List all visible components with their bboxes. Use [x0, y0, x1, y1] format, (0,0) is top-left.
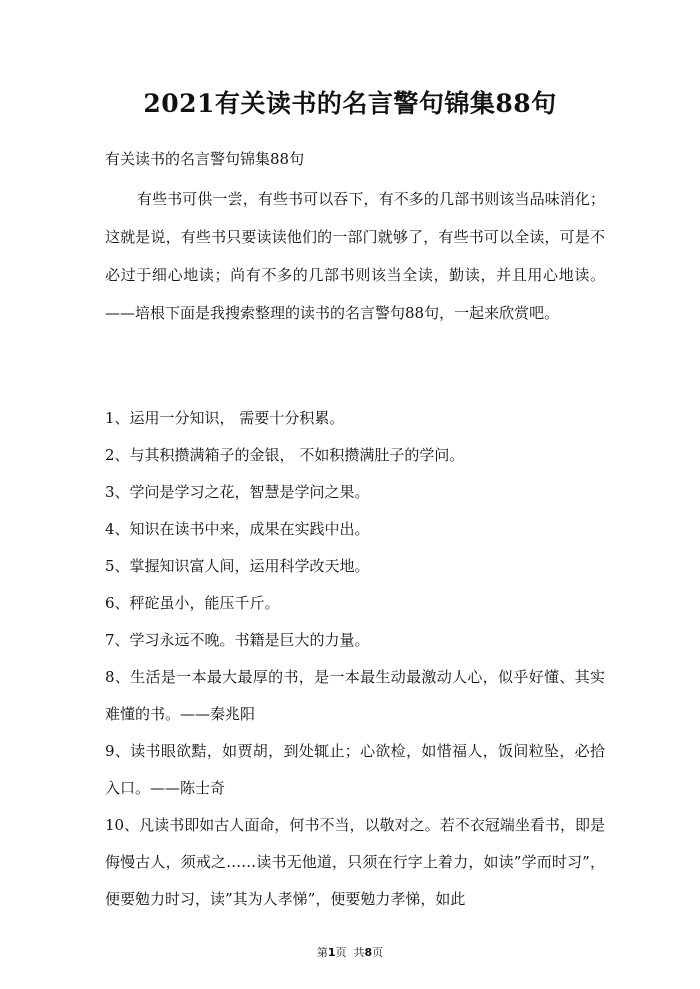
quote-item: 9、读书眼欲黠，如贾胡，到处辄止；心欲检，如惜福人，饭间粒坠，必拾入口。——陈士奇 [105, 742, 605, 797]
document-subtitle: 有关读书的名言警句锦集88句 [105, 150, 305, 168]
quote-item: 5、掌握知识富人间，运用科学改天地。 [105, 557, 370, 575]
page-footer [0, 944, 700, 960]
quote-item: 6、秤砣虽小，能压千斤。 [105, 594, 280, 612]
quote-item: 10、凡读书即如古人面命，何书不当，以敬对之。若不衣冠端坐看书，即是侮慢古人，须戒之……读书无他道，只须在行字上着力，如读”学而时习”，便要勉力时习，读”其为人孝悌”，便要勉力孝悌，如此 [105, 816, 605, 908]
footer-total-suffix: 页 [372, 946, 384, 959]
quote-item: 7、学习永远不晚。书籍是巨大的力量。 [105, 631, 370, 649]
intro-paragraph: 有些书可供一尝，有些书可以吞下，有不多的几部书则该当品味消化；这就是说，有些书只要读读他们的一部门就够了，有些书可以全读，可是不必过于细心地读；尚有不多的几部书则该当全读，勤读，并且用心地读。——培根下面是我搜索整理的读书的名言警句88句，一起来欣赏吧。 [105, 190, 605, 322]
quote-item: 1、运用一分知识， 需要十分积累。 [105, 409, 345, 427]
footer-page-suffix: 页 [335, 946, 347, 959]
current-page-number: 1 [327, 946, 336, 959]
quote-item: 4、知识在读书中来，成果在实践中出。 [105, 520, 370, 538]
quote-item: 2、与其积攒满箱子的金银， 不如积攒满肚子的学问。 [105, 446, 465, 464]
total-page-count: 8 [364, 946, 373, 959]
footer-total-prefix: 共 [353, 946, 365, 959]
quote-list [105, 400, 605, 918]
quote-item: 8、生活是一本最大最厚的书，是一本最生动最激动人心，似乎好懂、其实难懂的书。——秦兆阳 [105, 668, 605, 723]
document-title: 2021有关读书的名言警句锦集88句 [143, 89, 557, 118]
quote-item: 3、学问是学习之花，智慧是学问之果。 [105, 483, 370, 501]
footer-prefix: 第 [316, 946, 328, 959]
